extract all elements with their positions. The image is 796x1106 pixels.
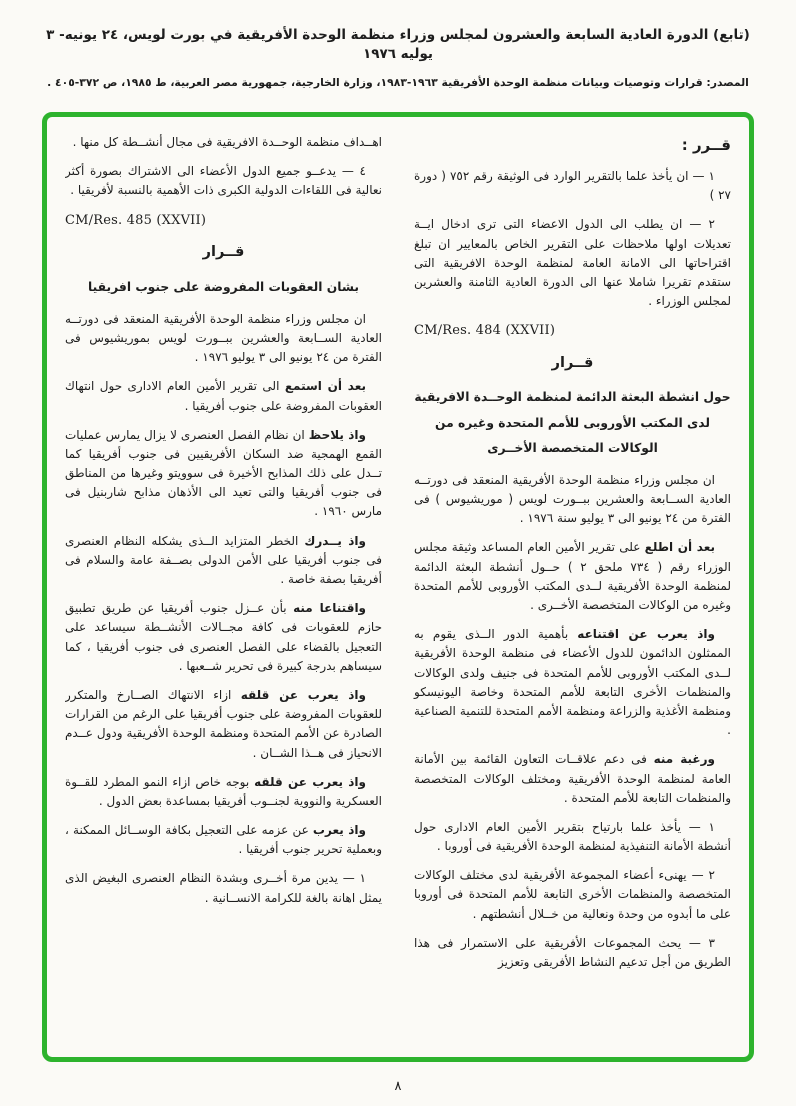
clause-text: ازاء الانتهاك الصــارخ والمتكرر للعقوبات المفروضة على جنوب أفريقيا على الرغم من القرارات الصادرة عن الأمم المتحدة ومنظمة الوحدة الأفريقية ودول عــدم الانحياز فى هــذا الشــان .: [65, 687, 382, 760]
clause-text: ان نظام الفصل العنصرى لا يزال يمارس عمليات القمع الهمجية ضد السكان الأفريقيين فى جنوب أفريقيا كما تــدل على ذلك المذابح الأخيرة فى سوويتو وغيرها من المناطق فى جنوب أفريقيا والتى تعيد الى الأذهان مذابح شاربنيل فى مارس ١٩٦٠ .: [65, 427, 382, 519]
preamble-paragraph: [414, 471, 731, 529]
numbered-item: ١ — يدين مرة أخــرى وبشدة النظام العنصرى البغيض الذى يمثل اهانة بالغة للكرامة الانســانية .: [65, 871, 382, 905]
clause-paragraph: [65, 599, 382, 676]
numbered-item: ١ — يأخذ علما بارتياح بتقرير الأمين العام الادارى حول أنشطة الأمانة التنفيذية لمنظمة الوحدة الأفريقية فى أوروبا .: [414, 819, 731, 854]
clause-text: بوجه خاص ازاء النمو المطرد للقــوة العسكرية والنووية لجنــوب أفريقيا بمساعدة بعض الدول .: [65, 774, 382, 808]
clause-text: الى تقرير الأمين العام الادارى حول انتهاك العقوبات المفروضة على جنوب أفريقيا .: [65, 379, 382, 413]
header-source-line: المصدر: قرارات وتوصيات وبيانات منظمة الوحدة الأفريقية ١٩٦٣-١٩٨٣، وزارة الخارجية، جمهورية مصر العربية، ط ١٩٨٥، ص ٣٧٢-٤٠٥ .: [47, 75, 749, 89]
clause-paragraph: [65, 426, 382, 522]
page-header: [28, 26, 768, 90]
page-number: ٨: [394, 1079, 402, 1094]
two-column-layout: [65, 133, 731, 1047]
clause-paragraph: [414, 625, 731, 740]
resolution-word-heading: قــرار: [202, 244, 245, 261]
clause-text: الخطر المتزايد الــذى يشكله النظام العنصرى فى جنوب أفريقيا على الأمن الدولى بصــفة عامة والسلام فى أفريقيا بصفة خاصة .: [65, 533, 382, 586]
resolution-title: بشان العقوبات المفروضة على جنوب افريقيا: [88, 279, 359, 294]
numbered-item: ٣ — يحث المجموعات الأفريقية على الاستمرار فى هذا الطريق من أجل تدعيم النشاط الأفريقى وتعزيز: [414, 935, 731, 970]
clause-text: بأهمية الدور الــذى يقوم به الممثلون الدائمون للدول الأعضاء فى منظمة الوحدة الأفريقية لــدى المكتب الأوروبى للأمم المتحدة فى جنيف ولدى الوكالات والمنظمات الأخرى التابعة للأمم المتحدة وخاصة اليونيسكو ومنظمة الأغذية والزراعة ومنظمة الأمم المتحدة للتنمية الصناعية .: [414, 627, 731, 738]
column-left: [65, 133, 382, 1047]
numbered-item: ٢ — يهنىء أعضاء المجموعة الأفريقية لدى مختلف الوكالات المتخصصة والمنظمات الأخرى التابعة للأمم المتحدة فى أوروبا على ما أبدوه من وحدة ونعالية من خــلال أنشطتهم .: [414, 868, 731, 921]
header-session-title: (تابع) الدورة العادية السابعة والعشرون لمجلس وزراء منظمة الوحدة الأفريقية في بورت لويس، ٢٤ يونيه- ٣ يوليه ١٩٧٦: [46, 27, 750, 62]
clause-lead: واذ يعرب: [312, 823, 366, 838]
clause-lead: ورغبة منه: [653, 752, 715, 767]
clause-lead: واذ يعرب عن قلقه: [254, 774, 366, 789]
resolution-title: حول انشطة البعثة الدائمة لمنظمة الوحــدة الافريقية لدى المكتب الأوروبى للأمم المتحدة وغيره من الوكالات المتخصصة الأخــرى: [414, 390, 731, 455]
preamble-paragraph: [65, 310, 382, 368]
clause-lead: واذ يعرب عن اقتناعه: [577, 627, 716, 642]
numbered-item: ١ — ان يأخذ علما بالتقرير الوارد فى الوثيقة رقم ٧٥٢ ( دورة ٢٧ ): [414, 169, 731, 203]
clause-paragraph: [65, 773, 382, 811]
clause-lead: بعد أن استمع: [284, 379, 366, 394]
clause-text: ان مجلس وزراء منظمة الوحدة الأفريقية المنعقد فى دورتــه العادية الســابعة والعشرين ببــورت لويس بموريشيوس فى الفترة من ٢٤ يونيو الى ٣ يوليو ١٩٧٦ .: [65, 311, 382, 365]
clause-lead: واقتناعا منه: [293, 601, 367, 616]
clause-lead: واذ يــدرك: [304, 533, 366, 548]
continuation-paragraph: اهــداف منظمة الوحــدة الافريقية فى مجال أنشــطة كل منها .: [72, 135, 382, 149]
resolution-number: CM/Res. 484 (XXVII): [414, 323, 556, 339]
resolution-number: CM/Res. 485 (XXVII): [65, 212, 207, 228]
clause-text: بأن عــزل جنوب أفريقيا عن طريق تطبيق حازم للعقوبات فى كافة مجــالات الأنشــطة سيساعد على التعجيل بالقضاء على الفصل العنصرى فى جنوب أفريقيا ، كما سيساهم بدرجة كبيرة فى تحرير شــعبها .: [65, 601, 382, 673]
content-frame: [42, 112, 754, 1062]
clause-text: فى دعم علاقــات التعاون القائمة بين الأمانة العامة لمنظمة الوحدة الأفريقية ومختلف الوكالات المتخصصة والمنظمات التابعة للأمم المتحدة .: [414, 752, 731, 805]
clause-text: عن عزمه على التعجيل بكافة الوســائل الممكنة ، وبعملية تحرير جنوب أفريقيا .: [65, 823, 382, 857]
decision-heading: قــرر :: [681, 136, 731, 154]
resolution-word-heading: قــرار: [551, 355, 594, 372]
clause-paragraph: [65, 377, 382, 415]
clause-paragraph: [65, 686, 382, 763]
clause-paragraph: [414, 750, 731, 808]
clause-paragraph: [65, 532, 382, 590]
clause-lead: واذ يعرب عن قلقه: [240, 687, 367, 702]
clause-lead: واذ يلاحظ: [308, 427, 367, 442]
numbered-item: ٤ — يدعــو جميع الدول الأعضاء الى الاشتراك بصورة أكثر نعالية فى اللقاءات الدولية الكبرى ذات الأهمية بالنسبة لأفريقيا .: [65, 164, 382, 198]
column-right: [414, 133, 731, 1047]
clause-paragraph: [65, 821, 382, 859]
numbered-item: ٢ — ان يطلب الى الدول الاعضاء التى ترى ادخال ايــة تعديلات اولها ملاحظات على التقرير الخاص بالمعايير ان تبلغ اقتراحاتها الى الامانة العامة لمنظمة الوحدة الافريقية التى ستقدم تقريرا شاملا عنها الى الدورة العادية الثامنة والعشرين لمجلس الوزراء .: [414, 217, 731, 309]
clause-paragraph: [414, 538, 731, 615]
clause-lead: بعد أن اطلع: [644, 540, 715, 555]
clause-text: على تقرير الأمين العام المساعد وثيقة مجلس الوزراء رقم ( ٧٣٤ ملحق ٢ ) حــول أنشطة البعثة الدائمة لمنظمة الوحدة الأفريقية لــدى المكتب الأوروبى للأمم المتحدة وغيره من الوكالات المتخصصة الأخــرى .: [414, 540, 731, 613]
clause-text: ان مجلس وزراء منظمة الوحدة الأفريقية المنعقد فى دورتــه العادية الســابعة والعشرين ببــورت لويس ( موريشيوس ) فى الفترة من ٢٤ يونيو الى ٣ يوليو سنة ١٩٧٦ .: [414, 472, 731, 526]
